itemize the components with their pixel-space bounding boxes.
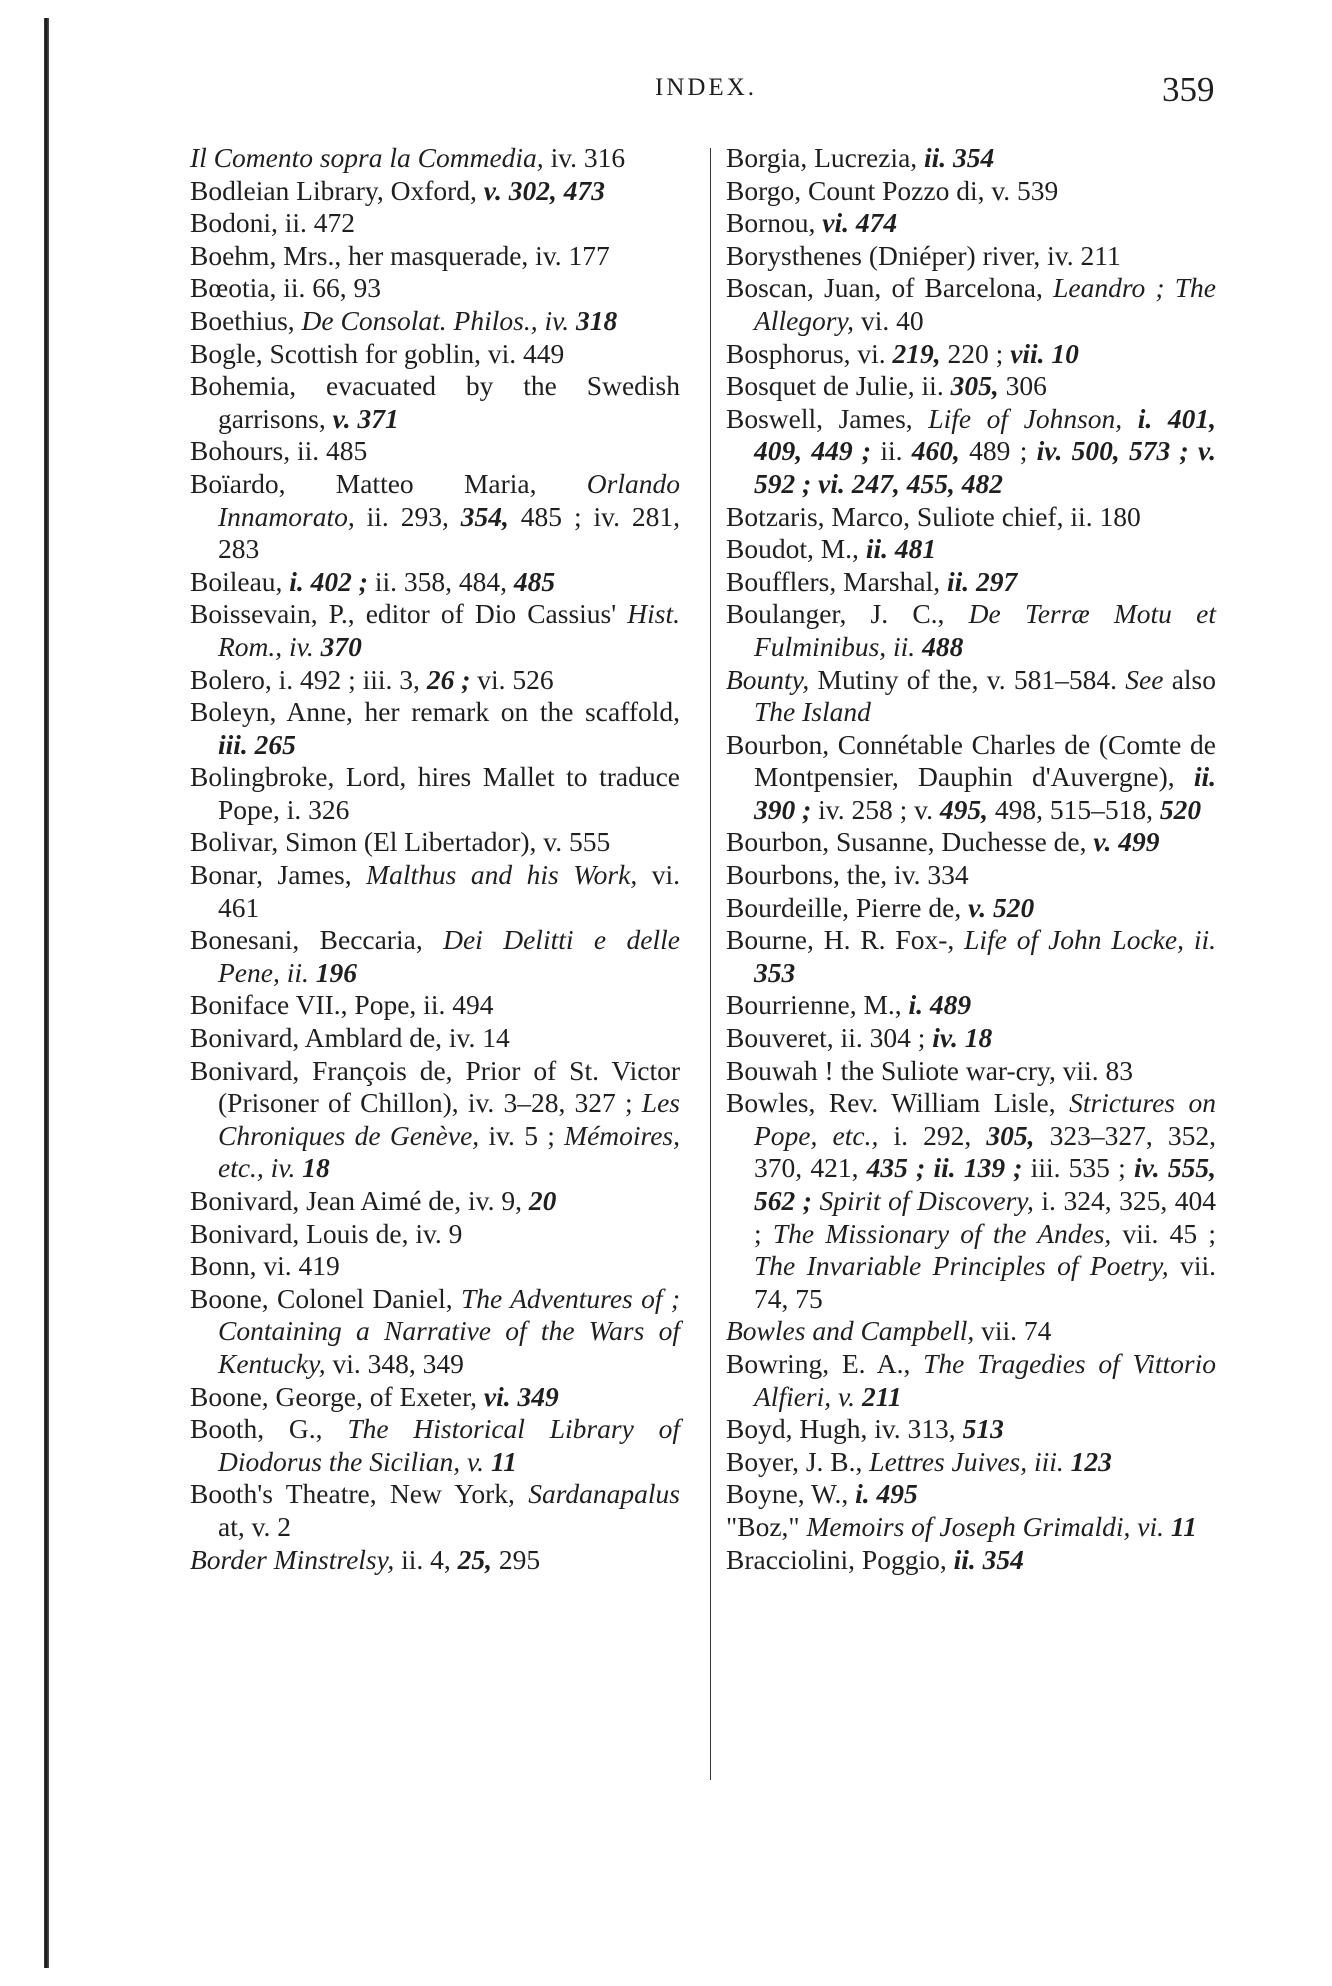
entry-text: vi. 40 [854, 304, 924, 336]
index-entry [726, 272, 1216, 337]
entry-text: Bonivard, Louis de, iv. 9 [190, 1217, 463, 1249]
index-entry [190, 305, 680, 338]
index-entry [190, 1185, 680, 1218]
entry-text: ii. 358, 484, [367, 565, 514, 597]
entry-text: 123 [1070, 1445, 1112, 1477]
entry-text: 305, [950, 370, 999, 402]
index-entry [726, 1315, 1216, 1348]
index-entry [190, 761, 680, 826]
entry-text: vi. 474 [822, 207, 898, 239]
entry-text: ii. 481 [865, 533, 937, 565]
entry-text: iv. 18 [932, 1022, 993, 1054]
entry-text: The Island [754, 696, 871, 728]
index-entry [726, 1087, 1216, 1315]
entry-text: 495, [939, 793, 989, 825]
entry-text: Bouveret, ii. 304 ; [726, 1022, 933, 1054]
entry-text: 318 [576, 304, 618, 336]
index-entry [190, 435, 680, 468]
entry-text: Borgo, Count Pozzo di, v. 539 [726, 174, 1059, 206]
entry-text: v. 520 [968, 891, 1035, 923]
index-entry [726, 240, 1216, 273]
entry-text: Bolero, i. 492 ; iii. 3, [190, 663, 427, 695]
entry-text: Bowring, E. A., [726, 1347, 924, 1379]
entry-text: Les Chroniques de Genève, [218, 1087, 680, 1151]
entry-text: Bœotia, ii. 66, 93 [190, 272, 381, 304]
entry-text: ii. 354 [924, 142, 995, 173]
index-column-left [190, 142, 680, 1576]
entry-text: Strictures on Pope, etc., [754, 1087, 1216, 1151]
index-entry [190, 664, 680, 697]
entry-text: Bourne, H. R. Fox-, [726, 924, 965, 956]
entry-text: Bolivar, Simon (El Libertador), v. 555 [190, 826, 611, 858]
entry-text: 196 [315, 956, 357, 988]
index-entry [190, 1283, 680, 1381]
entry-text: Boswell, James, [726, 402, 929, 434]
entry-text: Boyd, Hugh, iv. 313, [726, 1413, 963, 1445]
index-entry [190, 338, 680, 371]
entry-text: Bourbon, Connétable Charles de (Comte de Montpensier, Dauphin d'Auvergne), [726, 728, 1216, 793]
entry-text: 370 [320, 630, 362, 662]
entry-text [855, 1381, 862, 1412]
index-entry [726, 664, 1216, 729]
entry-text: The Historical Library of Diodorus the Sicilian, v. [218, 1413, 680, 1477]
index-entry [190, 1381, 680, 1414]
entry-text: Bonn, vi. 419 [190, 1250, 340, 1282]
entry-text: iv. 316 [543, 142, 626, 173]
entry-text: Mutiny of the, v. 581–584. [809, 663, 1126, 695]
index-entry [726, 892, 1216, 925]
index-entry [726, 1022, 1216, 1055]
entry-text: 488 [922, 630, 964, 662]
index-entry [190, 468, 680, 566]
entry-text: 11 [1170, 1510, 1197, 1542]
index-entry [190, 826, 680, 859]
entry-text: Bogle, Scottish for goblin, vi. 449 [190, 337, 565, 369]
entry-text: iv. 258 ; v. [811, 793, 940, 825]
entry-text: iv. 500, 573 ; v. 592 ; vi. 247, 455, 482 [754, 435, 1217, 499]
entry-text: Bonivard, Amblard de, iv. 14 [190, 1022, 510, 1054]
entry-text: Boïardo, Matteo Maria, [190, 467, 587, 499]
entry-text: Bouwah ! the Suliote war-cry, vii. 83 [726, 1054, 1134, 1086]
entry-text: 460, [911, 435, 960, 467]
entry-text: 295 [491, 1543, 541, 1575]
entry-text: Booth's Theatre, New York, [190, 1478, 529, 1510]
entry-text: Bohours, ii. 485 [190, 435, 368, 467]
entry-text: vi. 349 [483, 1380, 559, 1412]
entry-text: Boethius, [190, 304, 302, 336]
entry-text: The Invariable Principles of Poetry, [754, 1250, 1169, 1282]
entry-text: Malthus and his Work, [366, 859, 638, 891]
index-entry [190, 989, 680, 1022]
entry-text: vii. 74 [974, 1315, 1052, 1347]
entry-text: 489 ; [959, 435, 1037, 467]
index-entry [190, 1218, 680, 1251]
entry-text: ii. 293, [354, 500, 461, 532]
entry-text: Dei Delitti e delle Pene, ii. [218, 924, 680, 988]
entry-text: 354, [460, 500, 509, 532]
column-rule [710, 148, 711, 1780]
index-entry [190, 1413, 680, 1478]
index-entry [726, 501, 1216, 534]
index-entry [190, 207, 680, 240]
entry-text: v. 499 [1093, 826, 1160, 858]
entry-text [314, 631, 321, 662]
entry-text: 219, [892, 337, 941, 369]
entry-text: Bodleian Library, Oxford, [190, 174, 484, 206]
entry-text: Memoirs of Joseph Grimaldi, vi. [806, 1510, 1164, 1542]
entry-text: i. 401, 409, 449 ; [754, 402, 1216, 467]
entry-text: Boyne, W., [726, 1478, 856, 1510]
entry-text: vi. 526 [470, 663, 554, 695]
page-number: 359 [1162, 70, 1215, 109]
index-entry [726, 989, 1216, 1022]
entry-text: De Consolat. Philos., iv. [301, 304, 570, 336]
entry-text: Hist. Rom., iv. [218, 598, 680, 662]
index-entry [726, 370, 1216, 403]
entry-text: 435 ; ii. 139 ; [866, 1152, 1023, 1184]
index-entry [726, 142, 1216, 175]
entry-text: Bonesani, Beccaria, [190, 924, 444, 956]
entry-text: iv. 5 ; [479, 1119, 565, 1151]
entry-text: Boulanger, J. C., [726, 598, 969, 630]
index-entry [190, 272, 680, 305]
entry-text: 211 [861, 1380, 902, 1412]
entry-text [1164, 1511, 1171, 1542]
index-entry [190, 1478, 680, 1543]
entry-text [1122, 403, 1138, 434]
entry-text: 26 ; [426, 663, 471, 695]
entry-text: 25, [457, 1543, 492, 1575]
entry-text: vi. 461 [218, 859, 681, 923]
entry-text: Spirit of Discovery, [819, 1185, 1034, 1216]
entry-text: Bowles, Rev. William Lisle, [726, 1087, 1070, 1119]
entry-text: ii. 354 [953, 1543, 1024, 1575]
entry-text: Bornou, [726, 207, 823, 239]
entry-text: 20 [528, 1185, 557, 1216]
entry-text: Boissevain, P., editor of Dio Cassius' [190, 598, 628, 630]
entry-text: Boone, Colonel Daniel, [190, 1282, 461, 1314]
index-entry [726, 1413, 1216, 1446]
index-entry [726, 1511, 1216, 1544]
index-entry [190, 598, 680, 663]
entry-text: 220 ; [940, 337, 1011, 369]
index-entry [726, 1055, 1216, 1088]
entry-text: The Missionary of the Andes, [772, 1217, 1112, 1249]
entry-text: Orlando Innamorato, [218, 467, 680, 532]
entry-text: See [1125, 663, 1164, 695]
entry-text: Bourrienne, M., [726, 989, 909, 1021]
entry-text [309, 957, 316, 988]
entry-text: Leandro ; The Allegory, [754, 272, 1216, 336]
index-entry [726, 207, 1216, 240]
index-entry [726, 338, 1216, 371]
entry-text: Lettres Juives, iii. [869, 1445, 1064, 1477]
entry-text: i. 402 ; [289, 565, 368, 597]
index-entry [190, 370, 680, 435]
index-entry [726, 1348, 1216, 1413]
entry-text: 520 [1159, 793, 1202, 825]
entry-text: The Adventures of ; Containing a Narrative of the Wars of Kentucky, [218, 1282, 680, 1379]
entry-text: Bosphorus, vi. [726, 337, 893, 369]
entry-text: Bracciolini, Poggio, [726, 1543, 954, 1575]
entry-text: i. 324, 325, 404 ; [754, 1185, 1216, 1249]
entry-text: ii. 297 [946, 565, 1018, 597]
index-entry [726, 598, 1216, 663]
index-entry [726, 859, 1216, 892]
index-entry [190, 566, 680, 599]
entry-text: i. 495 [855, 1478, 918, 1510]
entry-text: Boniface VII., Pope, ii. 494 [190, 989, 494, 1021]
entry-text: 485 ; iv. 281, 283 [218, 500, 680, 565]
entry-text: Border Minstrelsy, [190, 1543, 395, 1575]
entry-text [484, 1446, 491, 1477]
entry-text: Sardanapalus [528, 1478, 680, 1510]
entry-text [1064, 1446, 1071, 1477]
entry-text: De Terræ Motu et Fulminibus, ii. [754, 598, 1216, 662]
page-binding-edge [44, 18, 49, 1968]
entry-text: Bounty, [726, 663, 810, 695]
index-entry [190, 142, 680, 175]
entry-text: Bolingbroke, Lord, hires Mallet to traduce Pope, i. 326 [190, 761, 680, 825]
index-entry [726, 1544, 1216, 1577]
entry-text: The Tragedies of Vittorio Alfieri, v. [754, 1347, 1216, 1412]
entry-text: iii. 535 ; [1022, 1152, 1134, 1184]
index-entry [726, 175, 1216, 208]
entry-text: "Boz," [726, 1510, 807, 1542]
entry-text: Boufflers, Marshal, [726, 565, 947, 597]
entry-text: Borgia, Lucrezia, [726, 142, 925, 173]
entry-text: v. 302, 473 [483, 174, 605, 206]
entry-text: also [1163, 663, 1216, 695]
running-head: INDEX. [655, 74, 758, 101]
entry-text: Boehm, Mrs., her masquerade, iv. 177 [190, 239, 610, 271]
index-entry [190, 1250, 680, 1283]
entry-text: 11 [490, 1445, 517, 1477]
index-entry [190, 696, 680, 761]
entry-text: Il Comento sopra la Commedia, [190, 142, 544, 173]
index-entry [190, 924, 680, 989]
entry-text: Bonar, James, [190, 859, 367, 891]
entry-text: Boyer, J. B., [726, 1445, 870, 1477]
entry-text: Boone, George, of Exeter, [190, 1380, 484, 1412]
entry-text: Bonivard, François de, Prior of St. Victor (Prisoner of Chillon), iv. 3–28, 327 ; [190, 1054, 680, 1119]
entry-text: iii. 265 [218, 728, 296, 760]
entry-text: Botzaris, Marco, Suliote chief, ii. 180 [726, 500, 1141, 532]
entry-text: Boleyn, Anne, her remark on the scaffold, [190, 696, 680, 728]
entry-text: Bowles and Campbell, [726, 1315, 975, 1347]
entry-text: Bodoni, ii. 472 [190, 207, 356, 239]
entry-text: vii. 74, 75 [754, 1250, 1217, 1314]
entry-text: Life of John Locke, ii. [964, 924, 1216, 956]
entry-text: Bohemia, evacuated by the Swedish garrisons, [190, 370, 680, 434]
entry-text: 305, [986, 1119, 1035, 1151]
entry-text: Booth, G., [190, 1413, 348, 1445]
index-entry [190, 859, 680, 924]
index-entry [726, 403, 1216, 501]
entry-text: Boudot, M., [726, 533, 866, 565]
entry-text: i. 292, [878, 1119, 987, 1151]
entry-text: Mémoires, etc., iv. [218, 1119, 680, 1184]
index-entry [190, 1544, 680, 1577]
entry-text: vi. 348, 349 [325, 1347, 464, 1379]
entry-text: vii. 45 ; [1111, 1217, 1217, 1249]
entry-text: 306 [998, 370, 1047, 402]
index-entry [726, 924, 1216, 989]
entry-text: Boscan, Juan, of Barcelona, [726, 272, 1054, 304]
index-entry [726, 826, 1216, 859]
entry-text: Bourbons, the, iv. 334 [726, 859, 969, 891]
index-entry [726, 1446, 1216, 1479]
index-entry [190, 240, 680, 273]
index-entry [190, 1055, 680, 1185]
entry-text: i. 489 [908, 989, 972, 1021]
entry-text: 353 [754, 956, 796, 988]
entry-text: v. 371 [332, 402, 399, 434]
entry-text: 18 [302, 1152, 330, 1184]
entry-text: 498, 515–518, [988, 793, 1160, 825]
entry-text: Bosquet de Julie, ii. [726, 370, 951, 402]
entry-text: Borysthenes (Dniéper) river, iv. 211 [726, 239, 1121, 271]
entry-text: iv. 555, 562 ; [754, 1152, 1217, 1216]
entry-text: 485 [513, 565, 556, 597]
entry-text: ii. 390 ; [754, 761, 1216, 825]
index-entry [726, 1478, 1216, 1511]
entry-text: vii. 10 [1010, 337, 1079, 369]
entry-text: ii. 4, [394, 1543, 458, 1575]
entry-text: ii. [871, 435, 912, 467]
entry-text: 513 [962, 1413, 1004, 1445]
entry-text: Bourdeille, Pierre de, [726, 891, 969, 923]
entry-text: Boileau, [190, 565, 290, 597]
index-column-right [726, 142, 1216, 1576]
entry-text [569, 305, 576, 336]
index-entry [726, 566, 1216, 599]
entry-text: Life of Johnson, [928, 402, 1123, 434]
entry-text: Bourbon, Susanne, Duchesse de, [726, 826, 1094, 858]
entry-text: Bonivard, Jean Aimé de, iv. 9, [190, 1185, 529, 1216]
index-entry [190, 175, 680, 208]
index-entry [726, 729, 1216, 827]
entry-text: 323–327, 352, 370, 421, [754, 1119, 1217, 1184]
entry-text: at, v. 2 [218, 1510, 292, 1542]
index-entry [726, 533, 1216, 566]
index-entry [190, 1022, 680, 1055]
